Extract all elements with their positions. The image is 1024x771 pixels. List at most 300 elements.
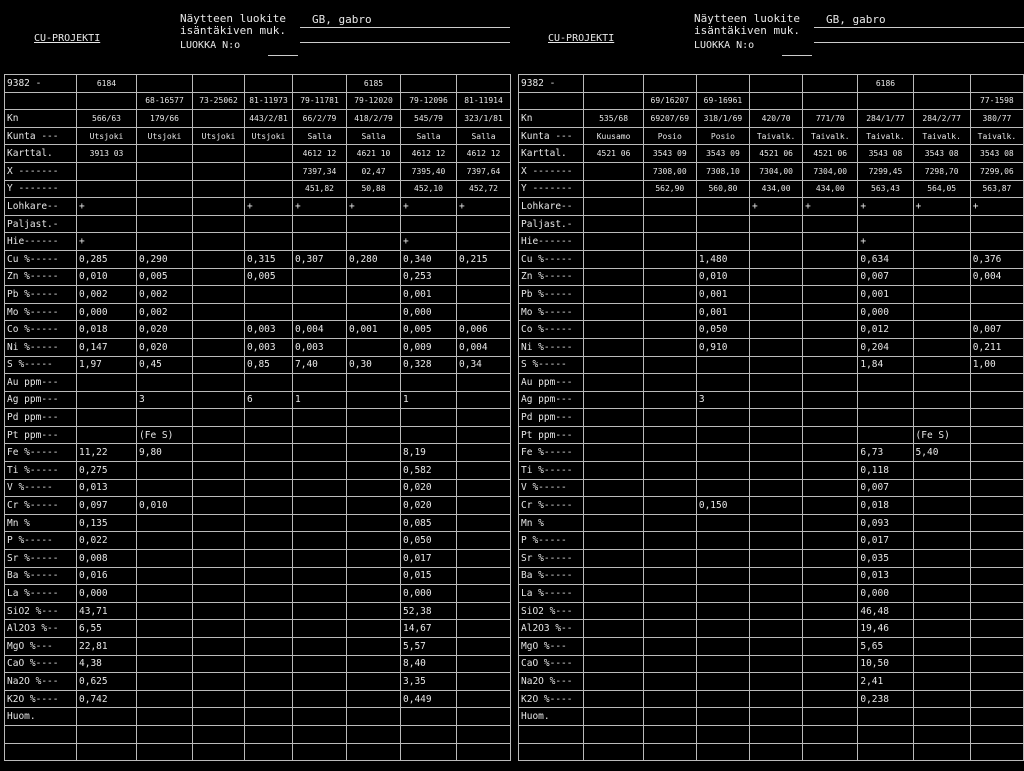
table-cell: 6,55 (77, 620, 137, 638)
table-cell: 284/1/77 (858, 110, 913, 128)
table-cell (750, 655, 803, 673)
table-cell (696, 198, 749, 216)
table-cell (401, 75, 457, 93)
table-cell (643, 638, 696, 656)
table-cell (584, 250, 643, 268)
table-cell (347, 708, 401, 726)
table-cell (137, 585, 193, 603)
table-row (5, 391, 511, 409)
table-cell: 0,001 (401, 286, 457, 304)
table-row (5, 673, 511, 691)
table-cell (913, 233, 970, 251)
table-cell (750, 92, 803, 110)
table-cell (347, 567, 401, 585)
table-row (5, 233, 511, 251)
table-cell: 79-11781 (293, 92, 347, 110)
underline (782, 55, 812, 56)
class-number-label: LUOKKA N:o (180, 40, 241, 51)
table-cell: 562,90 (643, 180, 696, 198)
table-cell (750, 497, 803, 515)
table-cell (137, 550, 193, 568)
table-cell (293, 303, 347, 321)
table-cell: 0,007 (858, 479, 913, 497)
table-cell (137, 567, 193, 585)
table-cell (970, 426, 1023, 444)
table-cell: 0,449 (401, 690, 457, 708)
row-label: Lohkare-- (5, 198, 77, 216)
table-cell (457, 743, 511, 761)
table-cell: 0,035 (858, 550, 913, 568)
row-label: Huom. (519, 708, 584, 726)
row-label: Na2O %--- (519, 673, 584, 691)
project-title: CU-PROJEKTI (34, 33, 101, 44)
table-cell (77, 92, 137, 110)
table-cell (750, 444, 803, 462)
table-cell: 3913 03 (77, 145, 137, 163)
table-cell: 418/2/79 (347, 110, 401, 128)
table-cell (193, 374, 245, 392)
table-cell (696, 655, 749, 673)
table-cell: 7395,40 (401, 162, 457, 180)
table-cell (584, 585, 643, 603)
row-label: Co %----- (519, 321, 584, 339)
table-row (519, 409, 1024, 427)
row-label: Co %----- (5, 321, 77, 339)
table-cell: 563,87 (970, 180, 1023, 198)
table-cell (696, 426, 749, 444)
table-cell (803, 655, 858, 673)
project-title: CU-PROJEKTI (548, 33, 615, 44)
table-cell: 535/68 (584, 110, 643, 128)
table-cell (803, 92, 858, 110)
table-cell: 0,001 (858, 286, 913, 304)
table-cell: 0,910 (696, 338, 749, 356)
table-cell (803, 462, 858, 480)
table-cell: 0,004 (293, 321, 347, 339)
table-row (5, 708, 511, 726)
table-cell (245, 444, 293, 462)
table-cell: 7299,45 (858, 162, 913, 180)
row-label: Al2O3 %-- (5, 620, 77, 638)
table-cell (750, 303, 803, 321)
table-row (5, 444, 511, 462)
table-row (5, 655, 511, 673)
table-cell (193, 286, 245, 304)
table-cell: 4521 06 (584, 145, 643, 163)
table-cell: 0,012 (858, 321, 913, 339)
table-cell (803, 75, 858, 93)
table-cell (913, 514, 970, 532)
table-cell (803, 708, 858, 726)
row-label: Kunta --- (5, 127, 77, 145)
table-cell (457, 620, 511, 638)
table-cell (77, 725, 137, 743)
table-cell (245, 550, 293, 568)
table-cell (347, 550, 401, 568)
table-cell: + (858, 198, 913, 216)
table-cell (347, 374, 401, 392)
table-cell: 0,007 (970, 321, 1023, 339)
table-cell (970, 673, 1023, 691)
table-cell (245, 743, 293, 761)
table-row (519, 426, 1024, 444)
row-label: Y ------- (5, 180, 77, 198)
table-cell (245, 162, 293, 180)
table-cell (970, 725, 1023, 743)
table-cell (347, 673, 401, 691)
table-cell: 0,204 (858, 338, 913, 356)
table-cell: 0,307 (293, 250, 347, 268)
table-cell (245, 673, 293, 691)
table-cell: 3,35 (401, 673, 457, 691)
table-cell (858, 708, 913, 726)
table-row (519, 585, 1024, 603)
table-row (5, 286, 511, 304)
table-cell: 22,81 (77, 638, 137, 656)
table-cell: 14,67 (401, 620, 457, 638)
table-row (5, 250, 511, 268)
host-rock-label: isäntäkiven muk. (694, 24, 800, 37)
table-cell (77, 409, 137, 427)
table-cell (193, 532, 245, 550)
table-cell: 4521 06 (803, 145, 858, 163)
table-cell (457, 514, 511, 532)
table-cell (970, 233, 1023, 251)
table-row (5, 215, 511, 233)
table-row (5, 198, 511, 216)
table-cell (293, 497, 347, 515)
table-cell: 0,000 (858, 303, 913, 321)
table-cell (803, 391, 858, 409)
table-cell (696, 620, 749, 638)
table-cell (193, 585, 245, 603)
table-cell: 0,582 (401, 462, 457, 480)
table-cell: 4,38 (77, 655, 137, 673)
row-label: Fe %----- (5, 444, 77, 462)
table-cell: 0,020 (401, 497, 457, 515)
row-label: Mo %----- (519, 303, 584, 321)
table-cell (750, 532, 803, 550)
sheet-header (4, 0, 510, 72)
table-cell (970, 550, 1023, 568)
table-cell (913, 338, 970, 356)
table-cell (750, 620, 803, 638)
table-cell: 452,72 (457, 180, 511, 198)
table-cell (803, 268, 858, 286)
table-cell (245, 602, 293, 620)
row-label: Y ------- (519, 180, 584, 198)
table-cell (193, 497, 245, 515)
table-cell: 79-12020 (347, 92, 401, 110)
table-cell: + (457, 198, 511, 216)
table-cell (803, 567, 858, 585)
table-cell: 0,008 (77, 550, 137, 568)
table-cell (803, 620, 858, 638)
table-cell (643, 409, 696, 427)
table-cell: + (401, 198, 457, 216)
table-row (519, 532, 1024, 550)
table-cell (584, 356, 643, 374)
row-label: K2O %---- (5, 690, 77, 708)
table-cell (457, 479, 511, 497)
table-cell (643, 585, 696, 603)
table-cell (137, 638, 193, 656)
table-cell (803, 250, 858, 268)
table-cell (750, 75, 803, 93)
table-row (519, 338, 1024, 356)
row-label: Hie------ (5, 233, 77, 251)
table-row (519, 638, 1024, 656)
table-row (5, 514, 511, 532)
row-label: Sr %----- (519, 550, 584, 568)
table-cell (137, 215, 193, 233)
table-cell (293, 374, 347, 392)
table-cell (970, 532, 1023, 550)
table-cell: Salla (401, 127, 457, 145)
table-cell (643, 655, 696, 673)
table-cell: 420/70 (750, 110, 803, 128)
table-cell: 0,211 (970, 338, 1023, 356)
table-cell (643, 479, 696, 497)
underline (300, 27, 510, 28)
table-row (519, 444, 1024, 462)
table-cell (193, 391, 245, 409)
table-cell (858, 409, 913, 427)
table-cell: 46,48 (858, 602, 913, 620)
table-cell: + (803, 198, 858, 216)
table-cell (193, 655, 245, 673)
table-cell: 02,47 (347, 162, 401, 180)
table-cell (137, 75, 193, 93)
table-row (519, 75, 1024, 93)
table-cell: 0,004 (457, 338, 511, 356)
table-cell (584, 567, 643, 585)
table-cell (457, 233, 511, 251)
table-row (5, 92, 511, 110)
table-cell: 4621 10 (347, 145, 401, 163)
table-cell (643, 725, 696, 743)
row-label: Lohkare-- (519, 198, 584, 216)
table-cell: + (858, 233, 913, 251)
table-cell (750, 550, 803, 568)
table-cell: 3543 09 (696, 145, 749, 163)
table-cell (858, 215, 913, 233)
table-cell: Posio (643, 127, 696, 145)
table-row (5, 180, 511, 198)
table-cell: 0,003 (245, 338, 293, 356)
table-cell: 1,00 (970, 356, 1023, 374)
table-cell: Taivalk. (858, 127, 913, 145)
table-cell: 6185 (347, 75, 401, 93)
table-row (5, 374, 511, 392)
row-label: Au ppm--- (5, 374, 77, 392)
table-row (5, 743, 511, 761)
table-cell: 0,010 (77, 268, 137, 286)
table-cell (137, 673, 193, 691)
class-number-label: LUOKKA N:o (694, 40, 755, 51)
row-label: X ------- (519, 162, 584, 180)
table-cell: 545/79 (401, 110, 457, 128)
table-cell (137, 233, 193, 251)
table-cell (913, 497, 970, 515)
table-cell: 3 (696, 391, 749, 409)
table-cell (347, 514, 401, 532)
row-label: Zn %----- (5, 268, 77, 286)
table-cell: 0,118 (858, 462, 913, 480)
table-cell (193, 550, 245, 568)
row-label: Ag ppm--- (5, 391, 77, 409)
table-cell (193, 514, 245, 532)
table-cell (970, 708, 1023, 726)
table-cell (970, 479, 1023, 497)
table-cell: 0,002 (137, 286, 193, 304)
table-cell (696, 673, 749, 691)
table-cell: 66/2/79 (293, 110, 347, 128)
table-cell: 0,010 (696, 268, 749, 286)
table-cell (803, 374, 858, 392)
table-cell (193, 620, 245, 638)
table-cell: 81-11973 (245, 92, 293, 110)
table-cell (913, 673, 970, 691)
row-label: Pd ppm--- (519, 409, 584, 427)
table-cell (584, 602, 643, 620)
table-cell (913, 479, 970, 497)
table-cell (457, 426, 511, 444)
table-cell (457, 497, 511, 515)
table-cell: 7298,70 (913, 162, 970, 180)
table-cell (77, 391, 137, 409)
table-row (519, 233, 1024, 251)
table-row (5, 145, 511, 163)
table-cell: 0,005 (137, 268, 193, 286)
table-cell: 0,050 (696, 321, 749, 339)
table-cell (347, 479, 401, 497)
row-label: MgO %--- (5, 638, 77, 656)
table-row (519, 567, 1024, 585)
table-cell (137, 708, 193, 726)
table-cell (643, 620, 696, 638)
table-cell: 0,005 (245, 268, 293, 286)
table-row (519, 743, 1024, 761)
table-cell: 0,135 (77, 514, 137, 532)
table-cell (401, 743, 457, 761)
table-cell (347, 655, 401, 673)
table-cell: 0,097 (77, 497, 137, 515)
table-cell (858, 426, 913, 444)
table-cell: 6,73 (858, 444, 913, 462)
table-cell: 0,328 (401, 356, 457, 374)
table-cell: + (245, 198, 293, 216)
table-cell (193, 338, 245, 356)
table-cell (401, 725, 457, 743)
table-cell (293, 673, 347, 691)
table-cell (347, 585, 401, 603)
table-cell: 0,742 (77, 690, 137, 708)
table-cell (643, 286, 696, 304)
table-cell (803, 514, 858, 532)
table-cell: 3543 08 (970, 145, 1023, 163)
analysis-table (4, 74, 511, 761)
table-cell (77, 162, 137, 180)
table-cell (803, 303, 858, 321)
table-cell (803, 725, 858, 743)
table-cell (696, 75, 749, 93)
table-cell (643, 602, 696, 620)
table-cell (696, 462, 749, 480)
table-cell: + (401, 233, 457, 251)
row-label: Mn % (519, 514, 584, 532)
table-cell (643, 391, 696, 409)
row-label: Kunta --- (519, 127, 584, 145)
table-cell (347, 286, 401, 304)
row-label: S %----- (519, 356, 584, 374)
table-cell (193, 198, 245, 216)
table-cell: 0,017 (401, 550, 457, 568)
table-cell (858, 92, 913, 110)
table-cell (347, 409, 401, 427)
table-row (519, 286, 1024, 304)
table-cell (457, 391, 511, 409)
table-cell: 0,010 (137, 497, 193, 515)
row-label: Ag ppm--- (519, 391, 584, 409)
row-label (5, 743, 77, 761)
table-cell: 5,57 (401, 638, 457, 656)
table-cell (293, 743, 347, 761)
table-cell (643, 356, 696, 374)
table-cell (970, 514, 1023, 532)
table-cell (696, 743, 749, 761)
table-row (519, 655, 1024, 673)
table-cell (245, 215, 293, 233)
table-cell (193, 708, 245, 726)
table-cell: Kuusamo (584, 127, 643, 145)
row-label: Al2O3 %-- (519, 620, 584, 638)
table-cell (970, 655, 1023, 673)
table-cell: 0,376 (970, 250, 1023, 268)
table-cell (750, 426, 803, 444)
table-cell (193, 725, 245, 743)
table-cell: 563,43 (858, 180, 913, 198)
row-label: Ba %----- (519, 567, 584, 585)
table-cell: 77-1598 (970, 92, 1023, 110)
row-label: Kn (519, 110, 584, 128)
table-cell (913, 409, 970, 427)
table-row (519, 602, 1024, 620)
table-cell (293, 620, 347, 638)
table-cell: 3543 08 (858, 145, 913, 163)
table-cell (803, 233, 858, 251)
table-cell (803, 550, 858, 568)
table-row (5, 127, 511, 145)
table-cell (696, 638, 749, 656)
table-cell (584, 92, 643, 110)
table-cell (245, 655, 293, 673)
row-label: Pt ppm--- (5, 426, 77, 444)
table-cell (696, 725, 749, 743)
table-cell: 1,84 (858, 356, 913, 374)
table-cell (245, 638, 293, 656)
table-cell (584, 180, 643, 198)
table-cell (457, 725, 511, 743)
table-cell (193, 303, 245, 321)
table-cell (803, 673, 858, 691)
table-cell (137, 690, 193, 708)
table-cell: 0,000 (401, 303, 457, 321)
table-cell (584, 303, 643, 321)
table-cell (347, 391, 401, 409)
table-cell (193, 567, 245, 585)
table-cell (457, 585, 511, 603)
